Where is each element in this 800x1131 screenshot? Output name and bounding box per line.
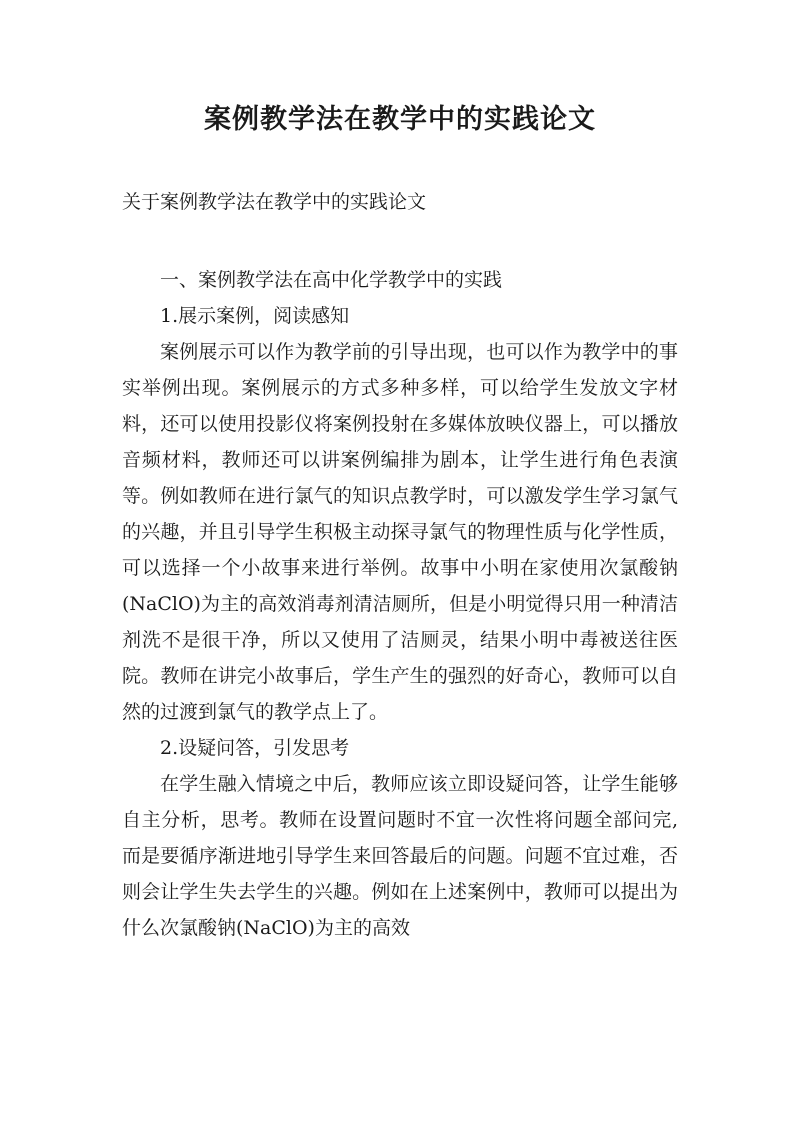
section-heading: 一、案例教学法在高中化学教学中的实践	[160, 269, 503, 291]
page-title: 案例教学法在教学中的实践论文	[204, 104, 596, 135]
document-subtitle: 关于案例教学法在教学中的实践论文	[122, 191, 427, 213]
body-paragraph: 在学生融入情境之中后，教师应该立即设疑问答，让学生能够自主分析，思考。教师在设置问题时不宜一次性将问题全部问完,而是要循序渐进地引导学生来回答最后的问题。问题不宜过难，否则会让学生失去学生的兴趣。例如在上述案例中，教师可以提出为什么次氯酸钠(NaClO)为主的高效	[122, 773, 678, 939]
subsection-heading: 1.展示案例，阅读感知	[160, 305, 350, 327]
subsection-heading: 2.设疑问答，引发思考	[160, 737, 350, 759]
document-body	[122, 262, 678, 946]
body-paragraph: 案例展示可以作为教学前的引导出现，也可以作为教学中的事实举例出现。案例展示的方式多种多样，可以给学生发放文字材料，还可以使用投影仪将案例投射在多媒体放映仪器上，可以播放音频材料，教师还可以讲案例编排为剧本，让学生进行角色表演等。例如教师在进行氯气的知识点教学时，可以激发学生学习氯气的兴趣，并且引导学生积极主动探寻氯气的物理性质与化学性质，可以选择一个小故事来进行举例。故事中小明在家使用次氯酸钠(NaClO)为主的高效消毒剂清洁厕所，但是小明觉得只用一种清洁剂洗不是很干净，所以又使用了洁厕灵，结果小明中毒被送往医院。教师在讲完小故事后，学生产生的强烈的好奇心，教师可以自然的过渡到氯气的教学点上了。	[122, 341, 678, 723]
